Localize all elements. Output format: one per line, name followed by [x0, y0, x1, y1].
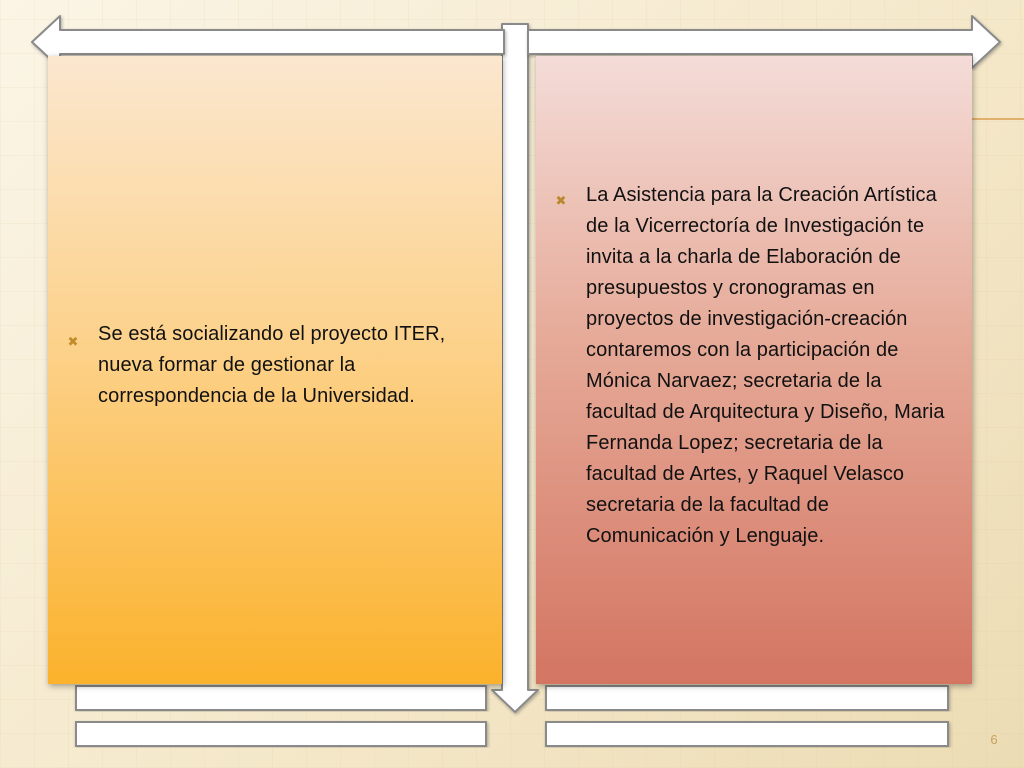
bullet-item	[550, 184, 958, 552]
right-bullet-text: La Asistencia para la Creación Artística de la Vicerrectoría de Investigación te invita a la charla de Elaboración de presupuestos y cronogramas en proyectos de investigación-creación contaremos con la participación de Mónica Narvaez; secretaria de la facultad de Arquitectura y Diseño, Maria Fernanda Lopez; secretaria de la facultad de Artes, y Raquel Velasco secretaria de la facultad de Comunicación y Lenguaje.	[586, 184, 945, 547]
bottom-bar-left-2	[76, 722, 486, 746]
bullet-item	[62, 322, 482, 412]
bottom-bar-left-1	[76, 686, 486, 710]
bottom-bar-right-1	[546, 686, 948, 710]
left-content-panel	[48, 56, 502, 684]
x-mark-icon: ✖	[67, 333, 79, 349]
left-bullet-text: Se está socializando el proyecto ITER, nueva formar de gestionar la correspondencia de la Universidad.	[98, 322, 446, 407]
x-mark-icon: ✖	[555, 193, 567, 208]
slide-number: 6	[990, 732, 998, 747]
bottom-bar-right-2	[546, 722, 948, 746]
right-content-panel	[536, 56, 972, 684]
